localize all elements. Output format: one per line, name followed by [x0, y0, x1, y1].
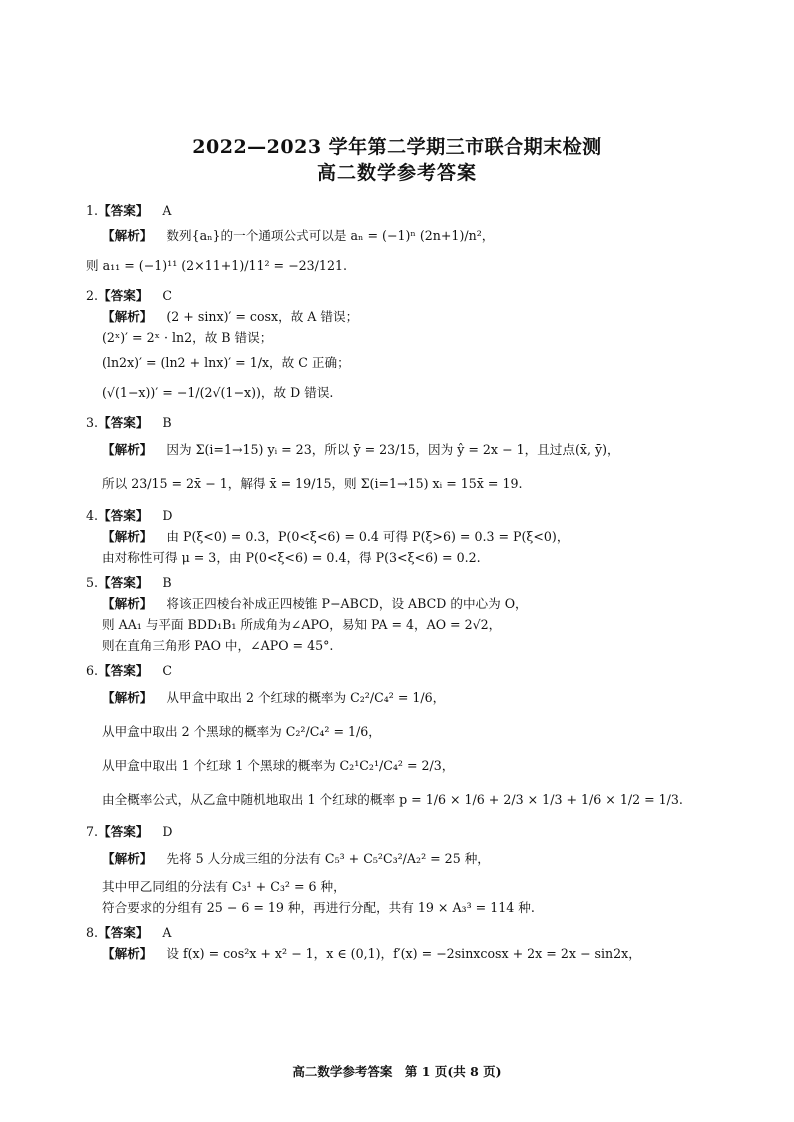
solution-line: 【解析】 数列{aₙ}的一个通项公式可以是 aₙ = (−1)ⁿ (2n+1)/n²，: [102, 228, 495, 243]
answer-choice: A: [162, 925, 172, 940]
answers-list: [86, 196, 706, 964]
question-number: 2.: [86, 288, 99, 303]
answer-choice: C: [162, 288, 173, 303]
page-title: 2022—2023 学年第二学期三市联合期末检测: [192, 136, 602, 158]
page-footer: 高二数学参考答案 第 1 页(共 8 页): [292, 1064, 502, 1079]
question-7: [86, 821, 706, 842]
answer-label: 【答案】: [98, 288, 149, 303]
answer-label: 【答案】: [98, 415, 149, 430]
analysis-label: 【解析】: [102, 596, 153, 611]
solution-line: (√(1−x))′ = −1/(2√(1−x))，故 D 错误.: [102, 385, 334, 400]
answer-label: 【答案】: [98, 663, 149, 678]
solution-line: 从甲盒中取出 1 个红球 1 个黑球的概率为 C₂¹C₂¹/C₄² = 2/3，: [102, 758, 455, 773]
answer-label: 【答案】: [98, 508, 149, 523]
answer-label: 【答案】: [98, 925, 149, 940]
question-number: 3.: [86, 415, 99, 430]
question-8: [86, 922, 706, 943]
answer-label: 【答案】: [98, 203, 149, 218]
solution-line: 【解析】 (2 + sinx)′ = cosx，故 A 错误；: [102, 309, 359, 324]
solution-line: 【解析】 将该正四棱台补成正四棱锥 P−ABCD，设 ABCD 的中心为 O，: [102, 596, 528, 611]
solution-line: 符合要求的分组有 25 − 6 = 19 种，再进行分配，共有 19 × A₃³ = 114 种.: [102, 900, 535, 915]
solution-line: 则在直角三角形 PAO 中，∠APO = 45°.: [102, 638, 334, 653]
answer-choice: A: [162, 203, 172, 218]
solution-line: 【解析】 从甲盒中取出 2 个红球的概率为 C₂²/C₄² = 1/6，: [102, 690, 446, 705]
analysis-label: 【解析】: [102, 442, 153, 457]
question-number: 1.: [86, 203, 99, 218]
solution-line: 【解析】 先将 5 人分成三组的分法有 C₅³ + C₅²C₃²/A₂² = 25 种，: [102, 851, 490, 866]
solution-line: 其中甲乙同组的分法有 C₃¹ + C₃² = 6 种，: [102, 879, 346, 894]
solution-line: 则 AA₁ 与平面 BDD₁B₁ 所成角为∠APO，易知 PA = 4，AO = 2√2，: [102, 617, 502, 632]
question-1: [86, 200, 706, 221]
solution-line: 由全概率公式，从乙盒中随机地取出 1 个红球的概率 p = 1/6 × 1/6 + 2/3 × 1/3 + 1/6 × 1/2 = 1/3.: [102, 792, 683, 807]
answer-choice: D: [162, 508, 173, 523]
solution-line: (2ˣ)′ = 2ˣ · ln2，故 B 错误；: [102, 330, 273, 345]
question-number: 7.: [86, 824, 99, 839]
question-number: 8.: [86, 925, 99, 940]
page-subtitle: 高二数学参考答案: [316, 162, 477, 184]
answer-choice: D: [162, 824, 173, 839]
solution-line: 由对称性可得 μ = 3，由 P(0<ξ<6) = 0.4，得 P(3<ξ<6) = 0.2.: [102, 550, 481, 565]
question-3: [86, 412, 706, 433]
question-number: 4.: [86, 508, 99, 523]
answer-choice: B: [162, 415, 172, 430]
solution-line: 则 a₁₁ = (−1)¹¹ (2×11+1)/11² = −23/121.: [86, 258, 347, 273]
question-number: 5.: [86, 575, 99, 590]
analysis-label: 【解析】: [102, 690, 153, 705]
solution-line: 【解析】 设 f(x) = cos²x + x² − 1，x ∈ (0,1)，f′(x) = −2sinxcosx + 2x = 2x − sin2x，: [102, 946, 641, 961]
question-2: [86, 285, 706, 306]
solution-line: 【解析】 由 P(ξ<0) = 0.3，P(0<ξ<6) = 0.4 可得 P(ξ>6) = 0.3 = P(ξ<0)，: [102, 529, 570, 544]
analysis-label: 【解析】: [102, 851, 153, 866]
solution-line: 从甲盒中取出 2 个黑球的概率为 C₂²/C₄² = 1/6，: [102, 724, 381, 739]
question-number: 6.: [86, 663, 99, 678]
question-6: [86, 660, 706, 681]
analysis-label: 【解析】: [102, 228, 153, 243]
analysis-label: 【解析】: [102, 529, 153, 544]
question-5: [86, 572, 706, 593]
question-4: [86, 505, 706, 526]
analysis-label: 【解析】: [102, 946, 153, 961]
solution-line: (ln2x)′ = (ln2 + lnx)′ = 1/x，故 C 正确；: [102, 355, 350, 370]
answer-label: 【答案】: [98, 824, 149, 839]
analysis-label: 【解析】: [102, 309, 153, 324]
answer-choice: B: [162, 575, 172, 590]
solution-line: 【解析】 因为 Σ(i=1→15) yᵢ = 23，所以 ȳ = 23/15，因为 ŷ = 2x − 1，且过点(x̄, ȳ)，: [102, 442, 620, 457]
answer-choice: C: [162, 663, 173, 678]
solution-line: 所以 23/15 = 2x̄ − 1，解得 x̄ = 19/15，则 Σ(i=1→15) xᵢ = 15x̄ = 19.: [102, 476, 523, 491]
answer-label: 【答案】: [98, 575, 149, 590]
